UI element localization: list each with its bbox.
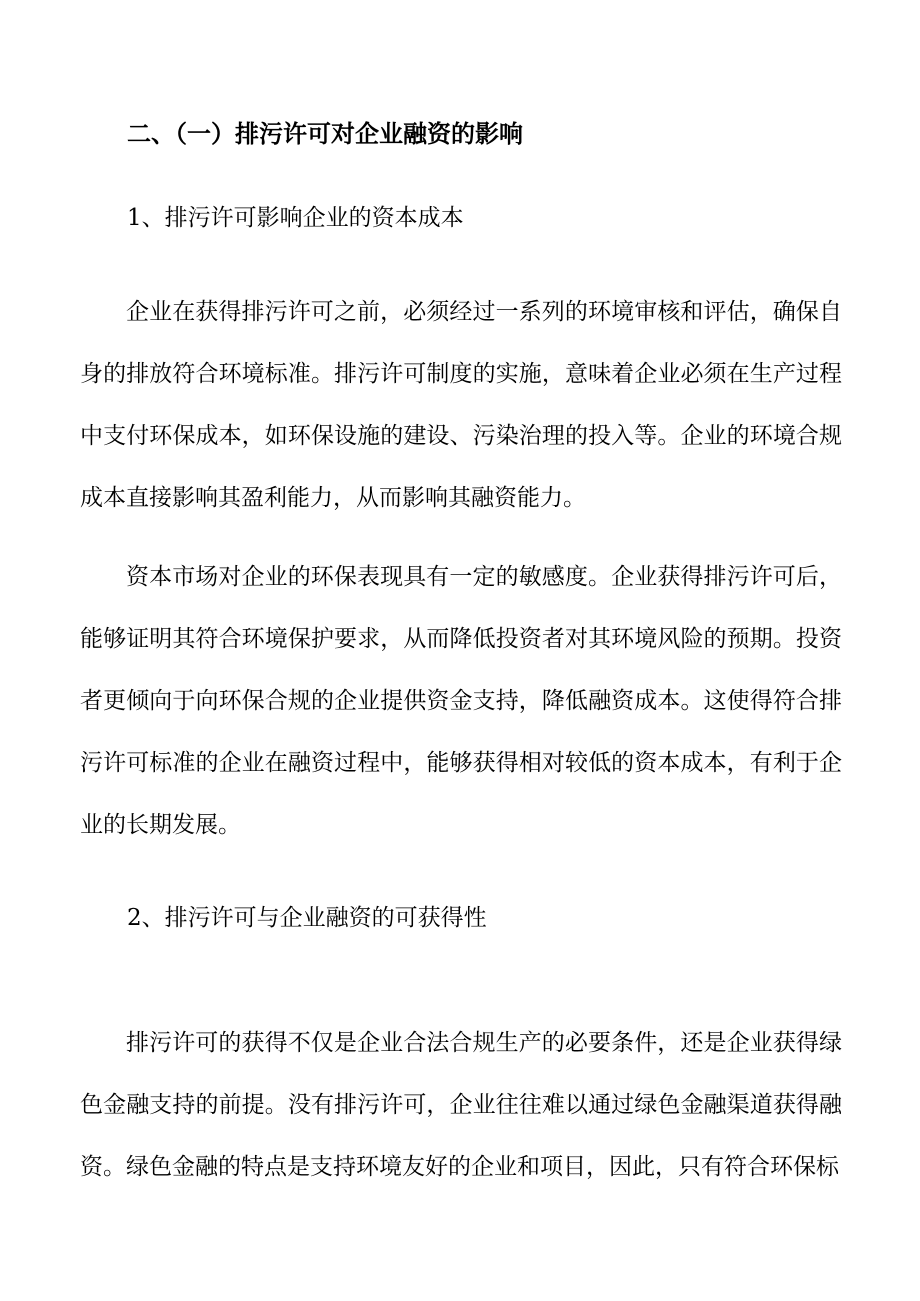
paragraph-3: 排污许可的获得不仅是企业合法合规生产的必要条件，还是企业获得绿色金融支持的前提。没有排污许可，企业往往难以通过绿色金融渠道获得融资。绿色金融的特点是支持环境友好的企业和项目，因此，只有符合环保标	[80, 1030, 842, 1180]
subsection-2-title: 2、排污许可与企业融资的可获得性	[127, 905, 487, 931]
subsection-1-title: 1、排污许可影响企业的资本成本	[127, 205, 464, 231]
section-title: 二、（一）排污许可对企业融资的影响	[127, 119, 523, 148]
paragraph-2: 资本市场对企业的环保表现具有一定的敏感度。企业获得排污许可后，能够证明其符合环境保护要求，从而降低投资者对其环境风险的预期。投资者更倾向于向环保合规的企业提供资金支持，降低融资成本。这使得符合排污许可标准的企业在融资过程中，能够获得相对较低的资本成本，有利于企业的长期发展。	[80, 564, 842, 838]
paragraph-1: 企业在获得排污许可之前，必须经过一系列的环境审核和评估，确保自身的排放符合环境标准。排污许可制度的实施，意味着企业必须在生产过程中支付环保成本，如环保设施的建设、污染治理的投入等。企业的环境合规成本直接影响其盈利能力，从而影响其融资能力。	[80, 299, 842, 511]
